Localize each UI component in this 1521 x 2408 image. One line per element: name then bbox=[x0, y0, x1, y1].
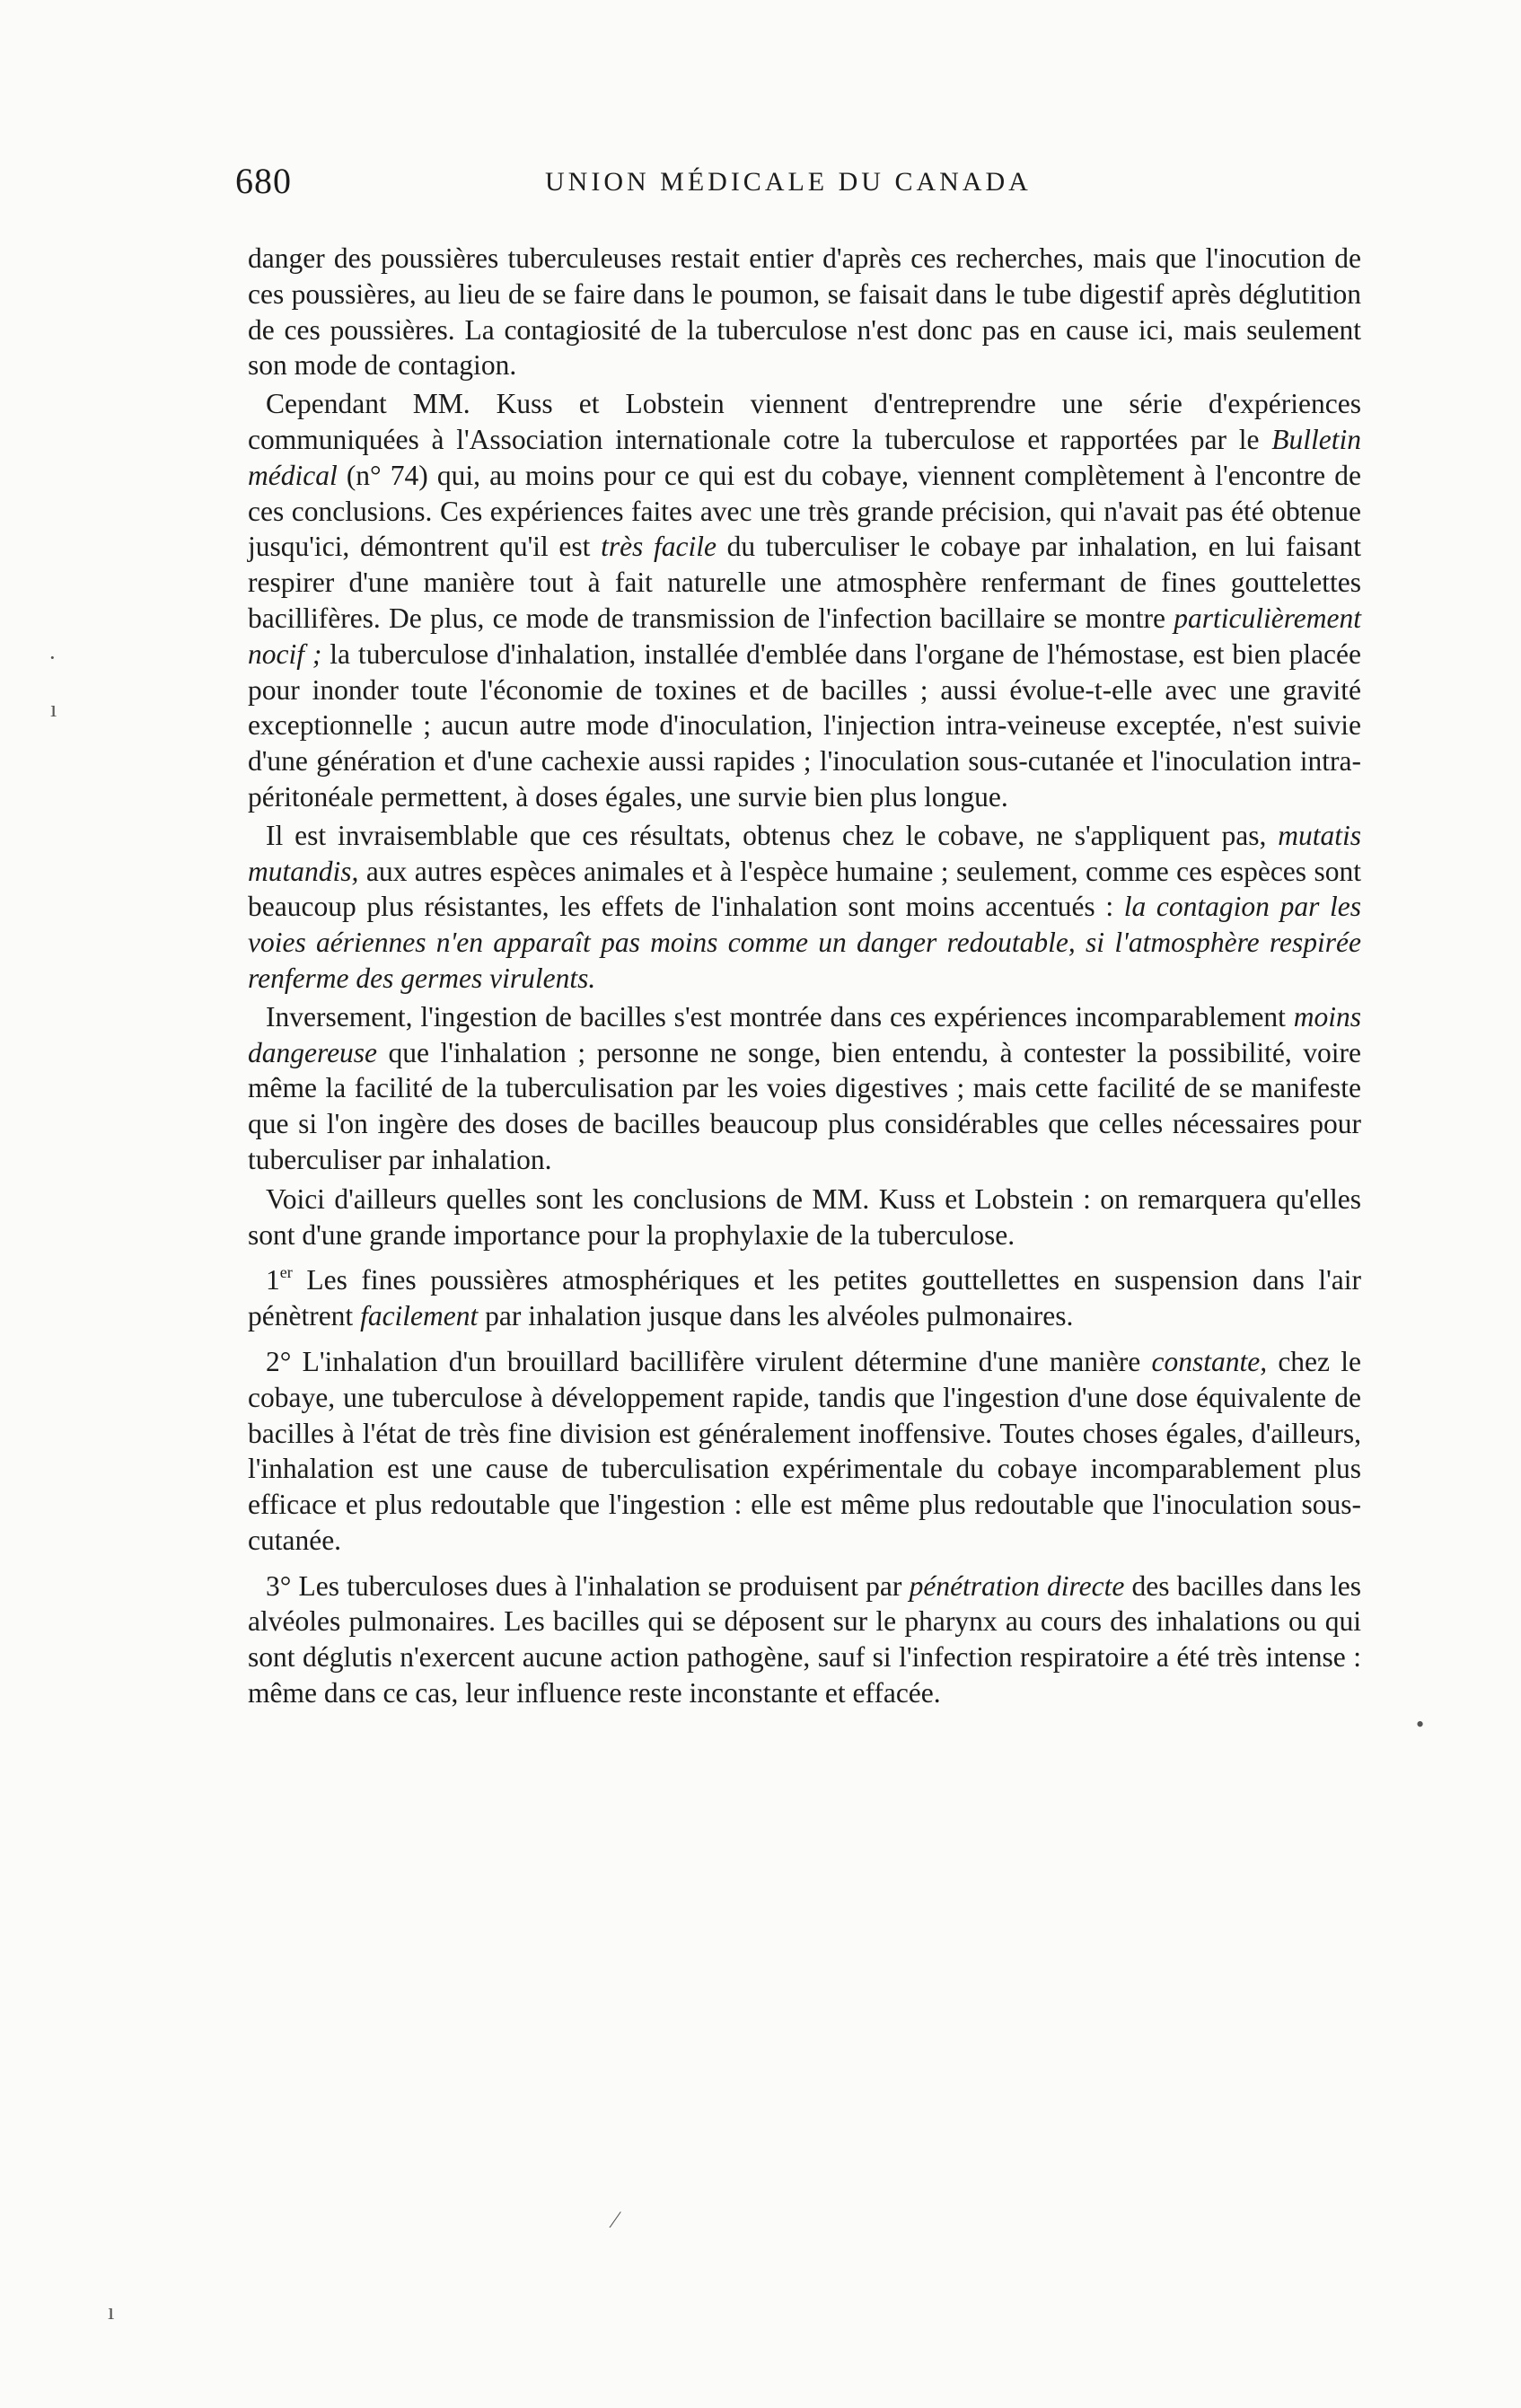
conclusion-2: 2° L'inhalation d'un brouillard bacillifère virulent détermine d'une manière constante, chez le cobaye, une tuberculose à développement rapide, tandis que l'ingestion d'une dose équivalente de bacilles à l'état de très fine division est généralement inoffensive. Toutes choses égales, d'ailleurs, l'inhalation est une cause de tuberculisation expérimentale du cobaye incomparablement plus efficace et plus redoutable que l'ingestion : elle est même plus redoutable que l'inoculation sous-cutanée. bbox=[248, 1345, 1361, 1556]
article-body bbox=[248, 241, 1361, 1714]
emphasis-facilement: facilement bbox=[360, 1300, 479, 1332]
running-title: UNION MÉDICALE DU CANADA bbox=[545, 167, 1032, 197]
emphasis-tres-facile: très facile bbox=[601, 531, 717, 563]
paragraph-invraisemblable: Il est invraisemblable que ces résultats, obtenus chez le cobave, ne s'appliquent pas, mutatis mutandis, aux autres espèces animales et à l'espèce humaine ; seulement, comme ces espèces sont beaucoup plus résistantes, les effets de l'inhalation sont moins accentués : la contagion par les voies aériennes n'en apparaît pas moins comme un danger redoutable, si l'atmosphère respirée renferme des germes virulents. bbox=[248, 819, 1361, 994]
emphasis-constante: constante, bbox=[1151, 1345, 1268, 1377]
journal-title: Bulletin médical bbox=[248, 423, 1361, 491]
paragraph-danger bbox=[248, 241, 1361, 383]
paragraph-inversement: Inversement, l'ingestion de bacilles s'est montrée dans ces expériences incomparablement moins dangereuse que l'inhalation ; personne ne songe, bien entendu, à contester la possibilité, voire même la facilité de la tuberculisation par les voies digestives ; mais cette facilité de se manifeste que si l'on ingère des doses de bacilles beaucoup plus considérables que celles nécessaires pour tuberculiser par inhalation. bbox=[248, 1000, 1361, 1175]
paragraph-kuss-lobstein: Cependant MM. Kuss et Lobstein viennent d'entreprendre une série d'expériences communiquées à l'Association internationale cotre la tuberculose et rapportées par le Bulletin médical (n° 74) qui, au moins pour ce qui est du cobaye, viennent complètement à l'encontre de ces conclusions. Ces expériences faites avec une très grande précision, qui n'avait pas été obtenue jusqu'ici, démontrent qu'il est très facile du tuberculiser le cobaye par inhalation, en lui faisant respirer d'une manière tout à fait naturelle une atmosphère renfermant de fines gouttelettes bacillifères. De plus, ce mode de transmission de l'infection bacillaire se montre particulièrement nocif ; la tuberculose d'inhalation, installée d'emblée dans l'organe de l'hémostase, est bien placée pour inonder toute l'économie de toxines et de bacilles ; aussi évolue-t-elle avec une gravité exceptionnelle ; aucun autre mode d'inoculation, l'injection intra-veineuse exceptée, n'est suivie d'une génération et d'une cachexie aussi rapides ; l'inoculation sous-cutanée et l'inoculation intrapéritonéale permettent, à doses égales, une survie bien plus longue. bbox=[248, 388, 1361, 813]
scan-speck: ı bbox=[50, 696, 57, 722]
scan-speck: • bbox=[1416, 1711, 1425, 1737]
page-header bbox=[235, 160, 1365, 205]
emphasis-contagion: la contagion par les voies aériennes n'en apparaît pas moins comme un danger redoutable, si l'atmosphère respirée renferme des germes virulents. bbox=[248, 891, 1361, 994]
emphasis-moins-dangereuse: moins dangereuse bbox=[248, 1000, 1361, 1068]
page-number: 680 bbox=[235, 161, 292, 201]
conclusion-1: 1er Les fines poussières atmosphériques et les petites gouttellettes en suspension dans l'air pénètrent facilement par inhalation jusque dans les alvéoles pulmonaires. bbox=[248, 1263, 1361, 1332]
emphasis-nocif: particulièrement nocif ; bbox=[248, 602, 1361, 670]
emphasis-mutatis: mutatis mutandis, bbox=[248, 819, 1361, 887]
scan-speck: ⁄ bbox=[613, 2207, 618, 2233]
conclusion-3: 3° Les tuberculoses dues à l'inhalation se produisent par pénétration directe des bacilles dans les alvéoles pulmonaires. Les bacilles qui se déposent sur le pharynx au cours des inhalations ou qui sont déglutis n'exercent aucune action pathogène, sauf si l'infection respiratoire a été très intense : même dans ce cas, leur influence reste inconstante et effacée. bbox=[248, 1569, 1362, 1709]
scan-speck: · bbox=[48, 645, 57, 671]
paragraph-voici: Voici d'ailleurs quelles sont les conclusions de MM. Kuss et Lobstein : on remarquera qu'elles sont d'une grande importance pour la prophylaxie de la tuberculose. bbox=[248, 1182, 1361, 1251]
paragraph-text: danger des poussières tuberculeuses restait entier d'après ces recherches, mais que l'inocution de ces poussières, au lieu de se faire dans le poumon, se faisait dans le tube digestif après déglutition de ces poussières. La contagiosité de la tuberculose n'est donc pas en cause ici, mais seulement son mode de contagion. bbox=[248, 242, 1361, 382]
emphasis-penetration: pénétration directe bbox=[909, 1569, 1125, 1602]
scan-speck: ı bbox=[108, 2298, 115, 2325]
